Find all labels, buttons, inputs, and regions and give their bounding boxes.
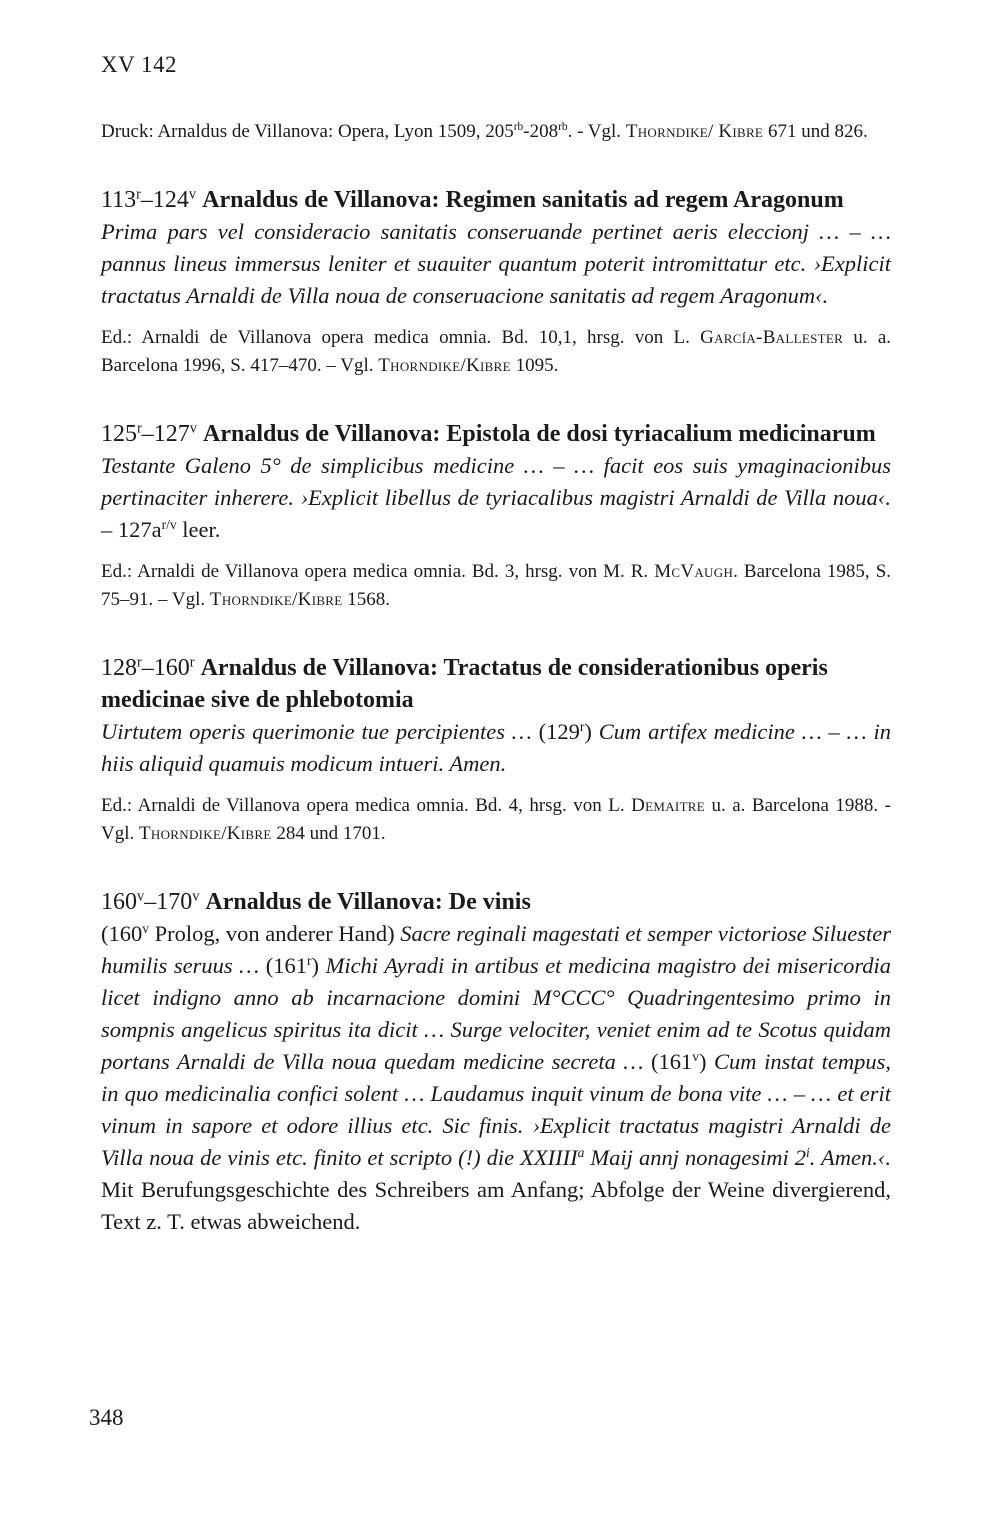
catalog-entry [101, 184, 891, 380]
folio-range: 128$^r$–160$^r$ [101, 654, 195, 681]
entry-title: Arnaldus de Villanova: Tractatus de considerationibus operis medicinae sive de phlebotomia [101, 655, 828, 713]
folio-range: 160$^v$–170$^v$ [101, 888, 200, 915]
entry-heading [101, 184, 891, 216]
entry-heading [101, 886, 891, 918]
entry-incipit: Testante Galeno 5° de simplicibus medicine … – … facit eos suis ymaginacionibus pertinaciter inherere. ›Explicit libellus de tyriacalibus magistri Arnaldi de Villa noua‹. – $127a^{r/v}$ leer. [101, 453, 891, 542]
folio-range: 113$^r$–124$^v$ [101, 186, 197, 213]
folio-range: 125$^r$–127$^v$ [101, 420, 197, 447]
catalog-entry [101, 418, 891, 614]
entry-incipit: Prima pars vel consideracio sanitatis conseruande pertinet aeris eleccionj … – … pannus lineus immersus leniter et suauiter quantum poterit intromittatur etc. ›Explicit tractatus Arnaldi de Villa noua de conseruacione sanitatis ad regem Aragonum‹. [101, 219, 891, 308]
catalog-page [101, 52, 891, 1238]
edition-note: Ed.: Arnaldi de Villanova opera medica omnia. Bd. 4, hrsg. von L. Demaitre u. a. Barcelona 1988. - Vgl. Thorndike/Kibre 284 und 1701. [101, 795, 891, 844]
entry-title: Arnaldus de Villanova: De vinis [205, 889, 531, 915]
page-number: 348 [89, 1405, 124, 1430]
entry-title: Arnaldus de Villanova: Epistola de dosi tyriacalium medicinarum [203, 421, 876, 447]
entry-heading [101, 418, 891, 450]
entry-heading [101, 652, 891, 716]
edition-note: Ed.: Arnaldi de Villanova opera medica omnia. Bd. 3, hrsg. von M. R. McVaugh. Barcelona 1985, S. 75–91. – Vgl. Thorndike/Kibre 1568. [101, 561, 892, 610]
print-note: Druck: Arnaldus de Villanova: Opera, Lyon 1509, $205^{rb}-208^{rb}$. - Vgl. Thorndike/ Kibre 671 und 826. [101, 121, 868, 142]
shelfmark-header: XV 142 [101, 52, 178, 77]
catalog-entry [101, 652, 891, 848]
entry-title: Arnaldus de Villanova: Regimen sanitatis ad regem Aragonum [202, 187, 844, 213]
entry-incipit: Uirtutem operis querimonie tue percipientes … (129$^r$) Cum artifex medicine … – … in hiis aliquid quamuis modicum intueri. Amen. [101, 718, 891, 776]
edition-note: Ed.: Arnaldi de Villanova opera medica omnia. Bd. 10,1, hrsg. von L. García-Ballester u. a. Barcelona 1996, S. 417–470. – Vgl. Thorndike/Kibre 1095. [101, 327, 892, 376]
entry-incipit: (160$^v$ Prolog, von anderer Hand) Sacre reginali magestati et semper victoriose Siluester humilis seruus … (161$^r$) Michi Ayradi in artibus et medicina magistro dei misericordia licet indigno anno ab incarnacione domini M°CCC° Quadringentesimo primo in sompnis angelicus spiritus ita dicit … Surge velociter, veniet enim ad te Scotus quidam portans Arnaldi de Villa noua quedam medicine secreta … (161$^v$) Cum instat tempus, in quo medicinalia confici solent … Laudamus inquit vinum de bona vite … – … et erit vinum in sapore et odore illius etc. Sic finis. ›Explicit tractatus magistri Arnaldi de Villa noua de vinis etc. finito et scripto (!) die XXIIII$^a$ Maij annj nonagesimi 2$^i$. Amen.‹. Mit Berufungsgeschichte des Schreibers am Anfang; Abfolge der Weine divergierend, Text z. T. etwas abweichend. [101, 920, 892, 1234]
catalog-entry [101, 886, 891, 1238]
